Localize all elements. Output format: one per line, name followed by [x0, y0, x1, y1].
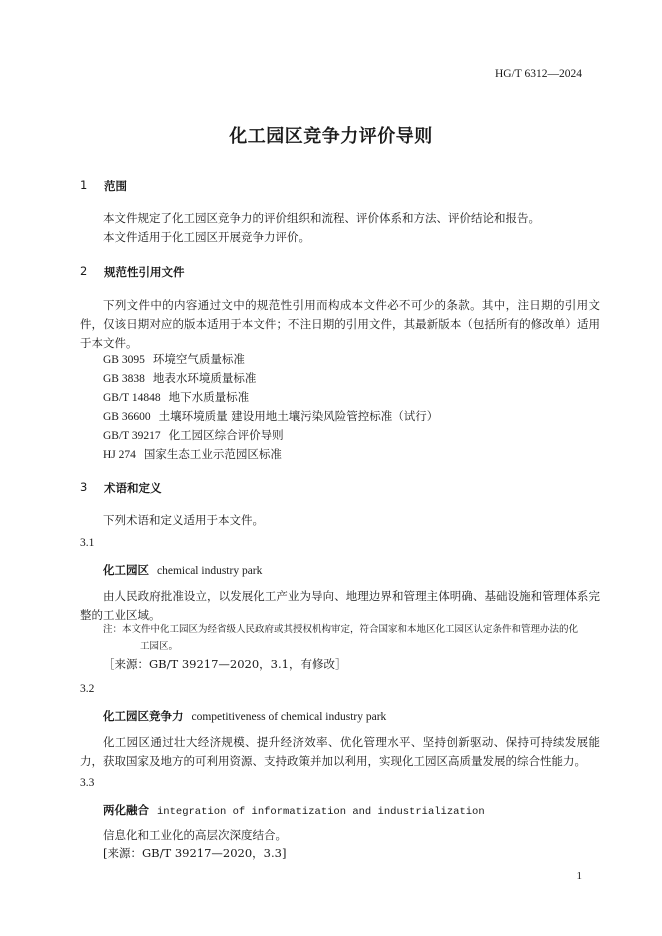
reference-code: GB 3838: [103, 373, 145, 385]
reference-name: 环境空气质量标准: [152, 352, 245, 366]
section-2-title: 规范性引用文件: [104, 265, 185, 279]
section-1-number: 1: [80, 178, 88, 192]
term-cn: 化工园区竞争力: [103, 709, 184, 723]
term-3-3-number: 3.3: [80, 777, 95, 789]
term-3-3-heading: [103, 802, 485, 818]
standard-code: HG/T 6312—2024: [495, 68, 582, 80]
term-3-2-definition: 化工园区通过壮大经济规模、提升经济效率、优化管理水平、坚持创新驱动、保持可持续发展能力，获取国家及地方的可利用资源、支持政策并加以利用，实现化工园区高质量发展的综合性能力。: [80, 735, 600, 768]
reference-item: [103, 446, 282, 462]
reference-code: GB/T 39217: [103, 430, 161, 442]
note-line-2: 工园区。: [140, 641, 179, 652]
term-3-2-number: 3.2: [80, 683, 95, 695]
reference-item: [103, 427, 284, 443]
reference-item: [103, 408, 438, 424]
term-3-3-source: [来源：GB/T 39217—2020，3.3]: [103, 846, 287, 860]
reference-name: 化工园区综合评价导则: [168, 428, 284, 442]
section-1-paragraph-1: 本文件规定了化工园区竞争力的评价组织和流程、评价体系和方法、评价结论和报告。: [103, 211, 540, 225]
term-3-1-note: [103, 621, 603, 655]
reference-code: GB 3095: [103, 354, 145, 366]
term-en: integration of informatization and industrialization: [157, 806, 485, 818]
page-number: 1: [576, 870, 582, 882]
section-2-number: 2: [80, 264, 88, 278]
term-3-1-number: 3.1: [80, 537, 95, 549]
term-3-1-source: ［来源：GB/T 39217—2020，3.1，有修改］: [103, 657, 347, 671]
reference-item: [103, 351, 245, 367]
reference-name: 地下水质量标准: [168, 390, 250, 404]
document-title: 化工园区竞争力评价导则: [229, 126, 433, 147]
reference-item: [103, 389, 249, 405]
note-line-1: 注：本文件中化工园区为经省级人民政府或其授权机构审定，符合国家和本地区化工园区认定条件和管理办法的化: [103, 624, 579, 635]
section-3-intro: 下列术语和定义适用于本文件。: [103, 513, 264, 527]
section-2-intro: 下列文件中的内容通过文中的规范性引用而构成本文件必不可少的条款。其中，注日期的引用文件，仅该日期对应的版本适用于本文件；不注日期的引用文件，其最新版本（包括所有的修改单）适用于本文件。: [80, 298, 600, 350]
term-3-1-definition: 由人民政府批准设立，以发展化工产业为导向、地理边界和管理主体明确、基础设施和管理体系完整的工业区域。: [80, 589, 600, 622]
reference-code: GB/T 14848: [103, 392, 161, 404]
term-3-3-definition: 信息化和工业化的高层次深度结合。: [103, 828, 287, 842]
reference-code: GB 36600: [103, 411, 151, 423]
term-cn: 两化融合: [103, 803, 149, 817]
term-en: competitiveness of chemical industry park: [191, 711, 387, 723]
reference-name: 土壤环境质量 建设用地土壤污染风险管控标准（试行）: [158, 409, 439, 423]
term-cn: 化工园区: [103, 563, 149, 577]
section-1-title: 范围: [104, 179, 127, 193]
section-1-paragraph-2: 本文件适用于化工园区开展竞争力评价。: [103, 230, 310, 244]
term-3-2-heading: [103, 708, 386, 724]
term-en: chemical industry park: [157, 565, 263, 577]
section-3-number: 3: [80, 480, 88, 494]
section-3-title: 术语和定义: [104, 481, 162, 495]
reference-code: HJ 274: [103, 449, 136, 461]
reference-item: [103, 370, 256, 386]
term-3-1-heading: [103, 562, 262, 578]
reference-name: 国家生态工业示范园区标准: [143, 447, 282, 461]
reference-name: 地表水环境质量标准: [152, 371, 257, 385]
